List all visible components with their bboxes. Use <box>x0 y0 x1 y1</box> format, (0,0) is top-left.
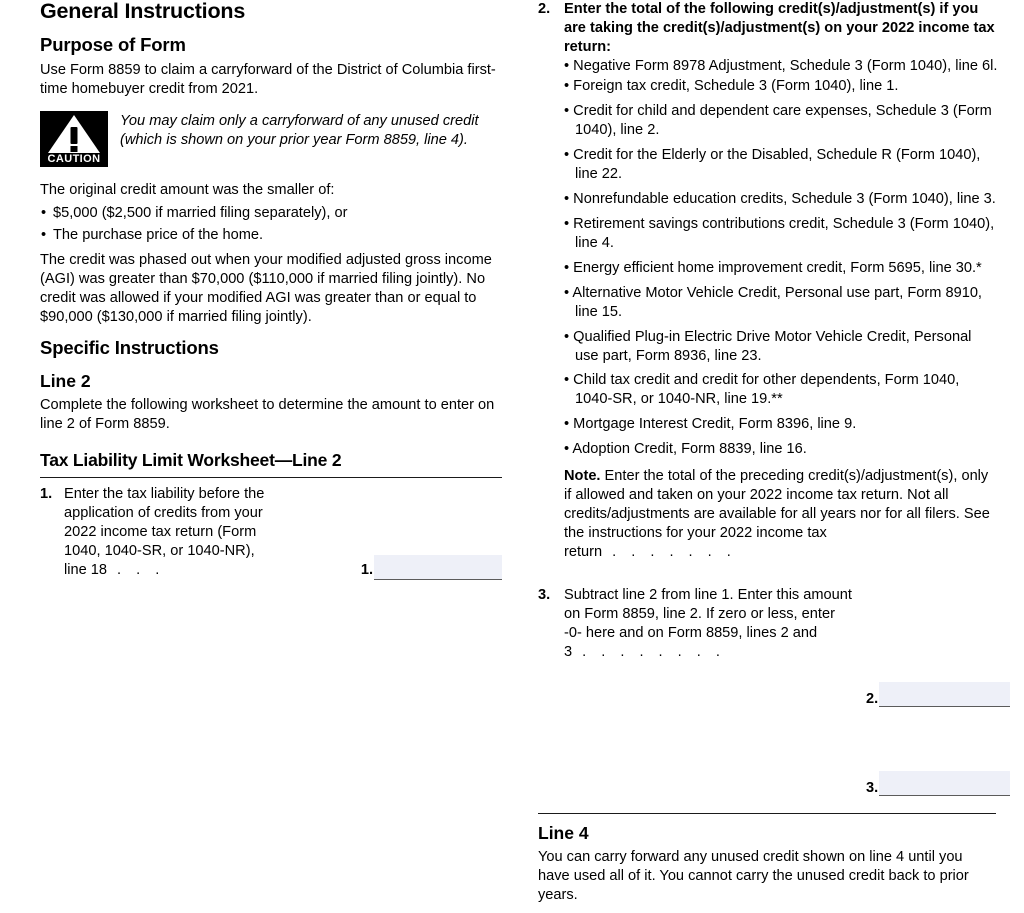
line-4-section <box>538 813 996 913</box>
note-label: Note. <box>564 468 601 485</box>
worksheet-top-rule <box>40 477 502 478</box>
line-4-heading: Line 4 <box>538 823 589 843</box>
worksheet-row-2-leaders: . . . . . . . <box>612 544 737 561</box>
list-item: • Credit for the Elderly or the Disabled, Schedule R (Form 1040), line 22. <box>564 146 998 184</box>
worksheet-row-2-lead-text: Enter the total of the following credit(s)/adjustment(s) if you are taking the credit(s)/adjustment(s) on your 2022 income tax return: <box>564 1 995 55</box>
exclamation-dot-icon <box>71 146 78 152</box>
worksheet-row-3-answer-group <box>866 771 1010 796</box>
right-column <box>538 0 998 904</box>
line-2-heading: Line 2 <box>40 370 91 391</box>
worksheet-row-2 <box>538 0 998 562</box>
caution-icon-label: CAUTION <box>47 152 101 165</box>
line-4-top-rule <box>538 813 996 814</box>
list-item: • The purchase price of the home. <box>40 226 502 245</box>
list-item: • Child tax credit and credit for other dependents, Form 1040, 1040-SR, or 1040-NR, line 19.** <box>564 371 998 409</box>
worksheet-row-1 <box>40 485 502 580</box>
worksheet-row-3-answer-field[interactable] <box>879 771 1010 796</box>
worksheet-row-3-text: Subtract line 2 from line 1. Enter this amount on Form 8859, line 2. If zero or less, enter -0- here and on Form 8859, lines 2 and 3 <box>564 587 852 661</box>
phaseout-paragraph: The credit was phased out when your modified adjusted gross income (AGI) was greater than $70,000 ($110,000 if married filing jointly). No credit was allowed if your modified AGI was greater than or equal to $90,000 ($130,000 if married filing jointly). <box>40 251 492 325</box>
list-item: • Credit for child and dependent care expenses, Schedule 3 (Form 1040), line 2. <box>564 102 998 140</box>
worksheet-row-3-number: 3. <box>538 587 551 604</box>
caution-callout <box>40 111 502 167</box>
list-item: • Negative Form 8978 Adjustment, Schedule 3 (Form 1040), line 6l. <box>564 57 998 76</box>
list-item: • Foreign tax credit, Schedule 3 (Form 1040), line 1. <box>564 77 998 96</box>
worksheet-row-3 <box>538 586 998 662</box>
worksheet-row-3-leaders: . . . . . . . . <box>582 644 726 661</box>
worksheet-row-2-answer-number: 2. <box>866 691 879 707</box>
caution-text: You may claim only a carryforward of any unused credit (which is shown on your prior year Form 8859, line 4). <box>120 112 479 148</box>
line-4-paragraph: You can carry forward any unused credit shown on line 4 until you have used all of it. You cannot carry the unused credit back to prior years. <box>538 849 969 904</box>
line-2-paragraph: Complete the following worksheet to determine the amount to enter on line 2 of Form 8859. <box>40 397 495 432</box>
original-credit-intro: The original credit amount was the smaller of: <box>40 181 335 198</box>
worksheet-row-1-text: Enter the tax liability before the application of credits from your 2022 income tax return (Form 1040, 1040-SR, or 1040-NR), line 18 <box>64 486 265 578</box>
list-item: • Energy efficient home improvement credit, Form 5695, line 30.* <box>564 259 998 278</box>
list-item: • Adoption Credit, Form 8839, line 16. <box>564 440 998 459</box>
note-text: Enter the total of the preceding credit(s)/adjustment(s), only if allowed and taken on your 2022 income tax return. Not all credits/adjustments are available for all years nor for all filers. See the instructions for your 2022 income tax return <box>564 468 990 561</box>
exclamation-bar-icon <box>71 127 78 144</box>
worksheet-row-2-bullet-list <box>564 57 998 459</box>
worksheet-row-2-answer-group <box>866 682 1010 707</box>
list-item: • Alternative Motor Vehicle Credit, Personal use part, Form 8910, line 15. <box>564 284 998 322</box>
worksheet-row-1-answer-number: 1. <box>360 561 373 578</box>
list-item: • Retirement savings contributions credit, Schedule 3 (Form 1040), line 4. <box>564 215 998 253</box>
left-column <box>40 0 502 580</box>
worksheet-row-3-answer-number: 3. <box>866 780 879 796</box>
worksheet-row-1-number: 1. <box>40 486 53 503</box>
worksheet-row-1-leaders: . . . <box>117 561 165 578</box>
specific-instructions-heading: Specific Instructions <box>40 336 219 358</box>
list-item: • Mortgage Interest Credit, Form 8396, line 9. <box>564 415 998 434</box>
list-item: • Nonrefundable education credits, Schedule 3 (Form 1040), line 3. <box>564 190 998 209</box>
worksheet-row-2-number: 2. <box>538 1 551 17</box>
caution-icon <box>40 111 108 167</box>
purpose-of-form-heading: Purpose of Form <box>40 33 186 55</box>
worksheet-row-1-answer-field[interactable] <box>374 555 502 580</box>
purpose-of-form-paragraph: Use Form 8859 to claim a carryforward of the District of Columbia first-time homebuyer credit from 2021. <box>40 61 496 97</box>
list-item: • $5,000 ($2,500 if married filing separately), or <box>40 204 502 223</box>
worksheet-row-2-answer-field[interactable] <box>879 682 1010 707</box>
original-credit-bullet-list <box>40 204 502 245</box>
list-item: • Qualified Plug-in Electric Drive Motor Vehicle Credit, Personal use part, Form 8936, line 23. <box>564 328 998 366</box>
general-instructions-heading: General Instructions <box>40 0 246 23</box>
worksheet-title: Tax Liability Limit Worksheet—Line 2 <box>40 449 342 470</box>
worksheet-row-2-note <box>564 467 998 562</box>
